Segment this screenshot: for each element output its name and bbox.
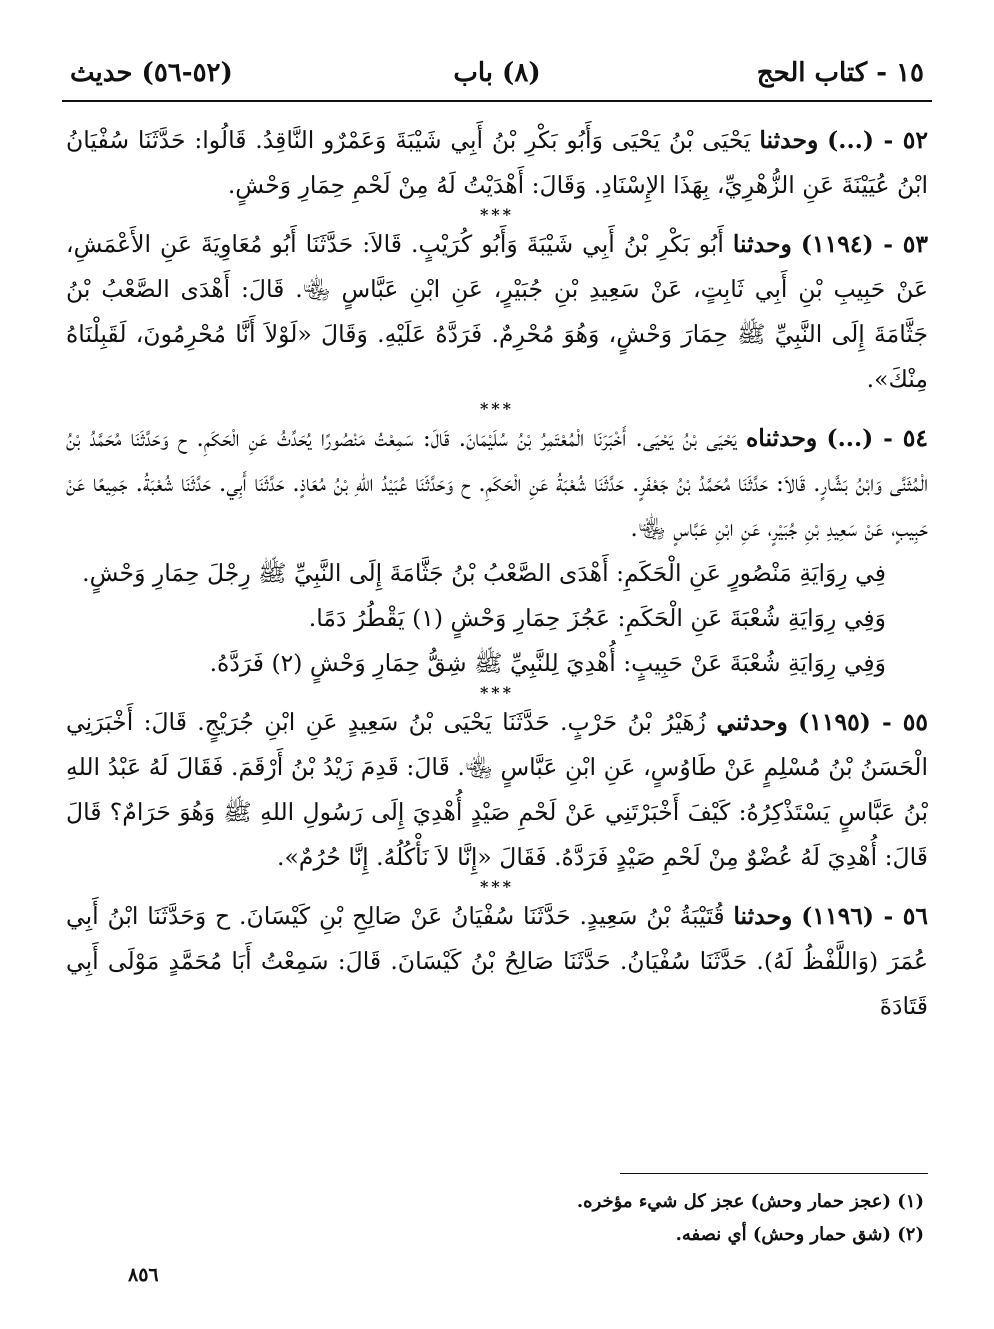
hadith-number: ٥٥ - (١١٩٥): [798, 708, 928, 736]
narration-word: وحدثنا: [733, 902, 793, 930]
footnote-1: (١) (عجز حمار وحش) عجز كل شيء مؤخره.: [576, 1191, 924, 1212]
separator: ***: [479, 877, 515, 896]
hadith-number: ٥٣ - (١١٩٤): [800, 230, 928, 258]
narration-word: وحدثنا: [732, 230, 792, 258]
hadith-53: [66, 222, 928, 402]
header-rule: [62, 100, 932, 102]
hadith-text: قُتَيْبَةُ بْنُ سَعِيدٍ. حَدَّثَنَا سُفْيَانُ عَنْ صَالِحِ بْنِ كَيْسَانَ. ح وَحَدَّثَنَا ابْنُ أَبِي عُمَرَ (وَاللَّفْظُ لَهُ). حَدَّثَنَا سُفْيَانُ. حَدَّثَنَا صَالِحُ بْنُ كَيْسَانَ. قَالَ: سَمِعْتُ أَبَا مُحَمَّدٍ مَوْلَى أَبِي قَتَادَةَ: [66, 902, 928, 1020]
separator: ***: [479, 399, 515, 418]
footnote-rule: [620, 1173, 928, 1174]
narration-word: وحدثنا: [759, 126, 819, 154]
footnote-2: (٢) (شق حمار وحش) أي نصفه.: [675, 1224, 924, 1245]
running-head: [70, 58, 924, 98]
separator: ***: [479, 683, 515, 702]
hadith-number: ٥٦ - (١١٩٦): [801, 902, 928, 930]
variant-shuba-hakam: وَفِي رِوَايَةِ شُعْبَةَ عَنِ الْحَكَمِ: عَجُزَ حِمَارِ وَحْشٍ (١) يَقْطُرُ دَمًا.: [308, 604, 886, 632]
page-number: ٨٥٦: [128, 1264, 159, 1286]
hadith-text: يَحْيَى بْنُ يَحْيَى. أَخْبَرَنَا الْمُعْتَمِرُ بْنُ سُلَيْمَانَ. قَالَ: سَمِعْتُ مَنْصُورًا يُحَدِّثُ عَنِ الْحَكَمِ. ح وَحَدَّثَنَا مُحَمَّدُ بْنُ الْمُثَنَّى وَابْنُ بَشَّارٍ. قَالاَ: حَدَّثَنَا مُحَمَّدُ بْنُ جَعْفَرٍ. حَدَّثَنَا شُعْبَةُ عَنِ الْحَكَمِ. ح وَحَدَّثَنَا عُبَيْدُ اللهِ بْنُ مُعَاذٍ. حَدَّثَنَا أَبِي. حَدَّثَنَا شُعْبَةُ. جَمِيعًا عَنْ حَبِيبٍ، عَنْ سَعِيدِ بْنِ جُبَيْرٍ، عَنِ ابْنِ عَبَّاسٍ ﵄.: [66, 424, 928, 542]
hadith-range: (٥٢-٥٦) حديث: [70, 58, 233, 88]
separator: ***: [479, 205, 515, 224]
hadith-55: [66, 700, 928, 880]
chapter-title: (٨) باب: [453, 58, 541, 88]
main-text: [66, 118, 928, 1029]
hadith-number: ٥٢ - (...): [827, 126, 928, 154]
footnotes: [200, 1185, 924, 1251]
hadith-text: أَبُو بَكْرِ بْنُ أَبِي شَيْبَةَ وَأَبُو كُرَيْبٍ. قَالاَ: حَدَّثَنَا أَبُو مُعَاوِيَةَ عَنِ الأَعْمَشِ، عَنْ حَبِيبِ بْنِ أَبِي ثَابِتٍ، عَنْ سَعِيدِ بْنِ جُبَيْرٍ، عَنِ ابْنِ عَبَّاسٍ ﵄. قَالَ: أَهْدَى الصَّعْبُ بْنُ جَثَّامَةَ إِلَى النَّبِيِّ ﷺ حِمَارَ وَحْشٍ، وَهُوَ مُحْرِمٌ. فَرَدَّهُ عَلَيْهِ. وَقَالَ «لَوْلاَ أَنَّا مُحْرِمُونَ، لَقَبِلْنَاهُ مِنْكَ».: [66, 230, 928, 393]
narration-word: وحدثناه: [745, 424, 818, 452]
hadith-number: ٥٤ - (...): [826, 424, 928, 452]
variant-shuba-habib: وَفِي رِوَايَةِ شُعْبَةَ عَنْ حَبِيبٍ: أُهْدِيَ لِلنَّبِيِّ ﷺ شِقُّ حِمَارِ وَحْشٍ (٢) فَرَدَّهُ.: [209, 649, 886, 677]
variant-mansur: فِي رِوَايَةِ مَنْصُورٍ عَنِ الْحَكَمِ: أَهْدَى الصَّعْبُ بْنُ جَثَّامَةَ إِلَى النَّبِيِّ ﷺ رِجْلَ حِمَارِ وَحْشٍ.: [82, 559, 886, 587]
hadith-52: [66, 118, 928, 208]
hadith-text: زُهَيْرُ بْنُ حَرْبٍ. حَدَّثَنَا يَحْيَى بْنُ سَعِيدٍ عَنِ ابْنِ جُرَيْجٍ. قَالَ: أَخْبَرَنِي الْحَسَنُ بْنُ مُسْلِمٍ عَنْ طَاوُسٍ، عَنِ ابْنِ عَبَّاسٍ ﵄. قَالَ: قَدِمَ زَيْدُ بْنُ أَرْقَمَ. فَقَالَ لَهُ عَبْدُ اللهِ بْنُ عَبَّاسٍ يَسْتَذْكِرُهُ: كَيْفَ أَخْبَرْتَنِي عَنْ لَحْمِ صَيْدٍ أُهْدِيَ إِلَى رَسُولِ اللهِ ﷺ وَهُوَ حَرَامٌ؟ قَالَ قَالَ: أُهْدِيَ لَهُ عُضْوٌ مِنْ لَحْمِ صَيْدٍ فَرَدَّهُ. فَقَالَ «إِنَّا لاَ نَأْكُلُهُ. إِنَّا حُرُمٌ».: [66, 708, 928, 871]
hadith-54: [66, 416, 928, 551]
narration-word: وحدثني: [716, 708, 788, 736]
hadith-text: يَحْيَى بْنُ يَحْيَى وَأَبُو بَكْرِ بْنُ أَبِي شَيْبَةَ وَعَمْرٌو النَّاقِدُ. قَالُوا: حَدَّثَنَا سُفْيَانُ ابْنُ عُيَيْنَةَ عَنِ الزُّهْرِيِّ، بِهَذَا الإِسْنَادِ. وَقَالَ: أَهْدَيْتُ لَهُ مِنْ لَحْمِ حِمَارِ وَحْشٍ.: [66, 126, 928, 199]
hadith-56: [66, 894, 928, 1029]
section-title: ١٥ - كتاب الحج: [756, 58, 924, 88]
